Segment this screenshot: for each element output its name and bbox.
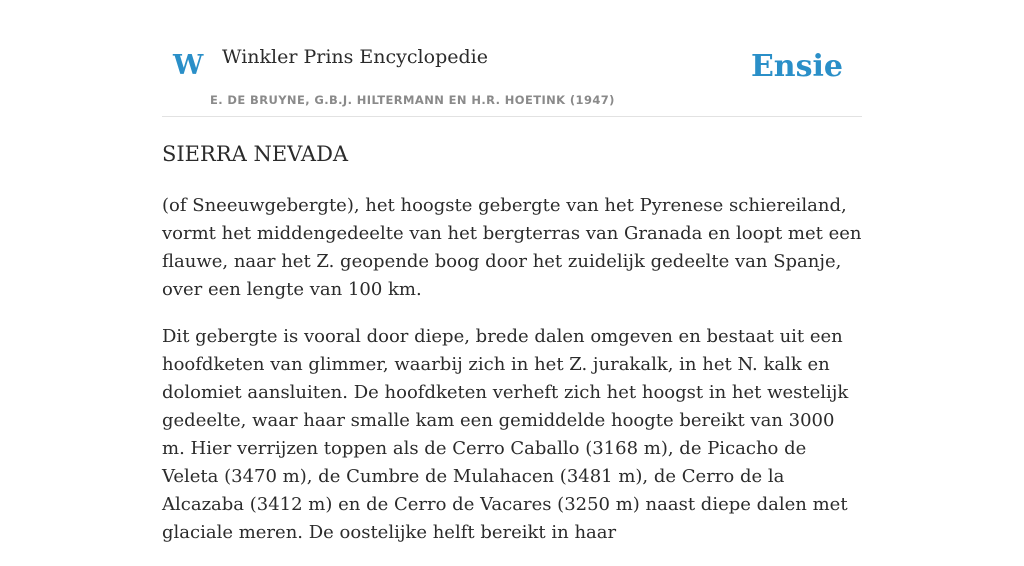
article-body (162, 192, 862, 566)
article-title: SIERRA NEVADA (162, 142, 349, 166)
article-paragraph: Dit gebergte is vooral door diepe, brede dalen omgeven en bestaat uit een hoofdketen van glimmer, waarbij zich in het Z. jurakalk, in het N. kalk en dolomiet aansluiten. De hoofdketen verheft zich het hoogst in het westelijk gedeelte, waar haar smalle kam een gemiddelde hoogte bereikt van 3000 m. Hier verrijzen toppen als de Cerro Caballo (3168 m), de Picacho de Veleta (3470 m), de Cumbre de Mulahacen (3481 m), de Cerro de la Alcazaba (3412 m) en de Cerro de Vacares (3250 m) naast diepe dalen met glaciale meren. De oostelijke helft bereikt in haar (162, 326, 849, 543)
source-logo-icon[interactable]: W (173, 50, 204, 81)
source-header (162, 0, 862, 117)
page (162, 0, 862, 543)
brand-logo[interactable]: Ensie (750, 49, 843, 84)
source-title[interactable]: Winkler Prins Encyclopedie (222, 46, 488, 68)
article-paragraph: (of Sneeuwgebergte), het hoogste gebergte van het Pyrenese schiereiland, vormt het middengedeelte van het bergterras van Granada en loopt met een flauwe, naar het Z. geopende boog door het zuidelijk gedeelte van Spanje, over een lengte van 100 km. (162, 195, 862, 300)
source-authors: E. DE BRUYNE, G.B.J. HILTERMANN EN H.R. HOETINK (1947) (210, 93, 615, 107)
